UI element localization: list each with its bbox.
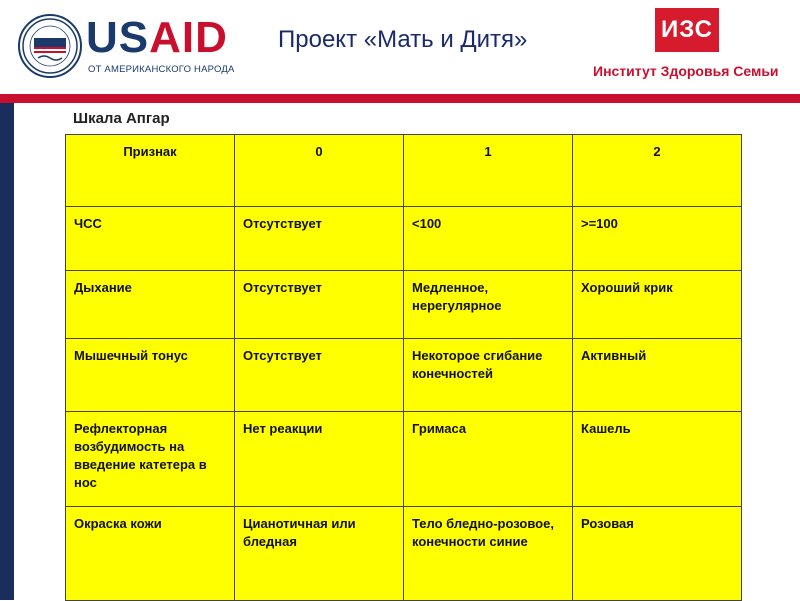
table-cell: Нет реакции xyxy=(235,412,404,507)
table-cell: Отсутствует xyxy=(235,207,404,271)
table-row xyxy=(66,271,742,339)
table-cell: Мышечный тонус xyxy=(66,339,235,412)
usaid-wordmark-aid: AID xyxy=(149,13,228,62)
header-cell-0: 0 xyxy=(235,135,404,207)
table-cell: Медленное, нерегулярное xyxy=(404,271,573,339)
table-cell: Тело бледно-розовое, конечности синие xyxy=(404,507,573,601)
usaid-seal-graphic xyxy=(20,16,80,76)
slide-header xyxy=(0,0,800,92)
header-cell-1: 1 xyxy=(404,135,573,207)
apgar-table xyxy=(65,134,742,601)
table-cell: Гримаса xyxy=(404,412,573,507)
izs-logo: ИЗС xyxy=(655,8,719,52)
usaid-wordmark xyxy=(86,14,228,62)
table-cell: ЧСС xyxy=(66,207,235,271)
usaid-wordmark-us: US xyxy=(86,13,150,62)
table-row xyxy=(66,339,742,412)
table-cell: >=100 xyxy=(573,207,742,271)
table-cell: Хороший крик xyxy=(573,271,742,339)
table-cell: Некоторое сгибание конечностей xyxy=(404,339,573,412)
table-cell: Дыхание xyxy=(66,271,235,339)
izs-caption: Институт Здоровья Семьи xyxy=(593,63,779,79)
table-cell: Окраска кожи xyxy=(66,507,235,601)
left-accent-bar xyxy=(0,103,14,600)
table-cell: Активный xyxy=(573,339,742,412)
table-cell: <100 xyxy=(404,207,573,271)
header-cell-2: 2 xyxy=(573,135,742,207)
table-cell: Цианотичная или бледная xyxy=(235,507,404,601)
table-row xyxy=(66,207,742,271)
table-cell: Отсутствует xyxy=(235,271,404,339)
header-cell-sign: Признак xyxy=(66,135,235,207)
table-row xyxy=(66,507,742,601)
usaid-subtitle: ОТ АМЕРИКАНСКОГО НАРОДА xyxy=(88,64,235,75)
table-row xyxy=(66,412,742,507)
table-cell: Кашель xyxy=(573,412,742,507)
table-cell: Розовая xyxy=(573,507,742,601)
project-title: Проект «Мать и Дитя» xyxy=(278,26,528,53)
usaid-seal-icon xyxy=(18,14,82,78)
table-cell: Рефлекторная возбудимость на введение катетера в нос xyxy=(66,412,235,507)
table-header-row xyxy=(66,135,742,207)
header-divider xyxy=(0,94,800,103)
table-cell: Отсутствует xyxy=(235,339,404,412)
section-title: Шкала Апгар xyxy=(73,110,170,127)
